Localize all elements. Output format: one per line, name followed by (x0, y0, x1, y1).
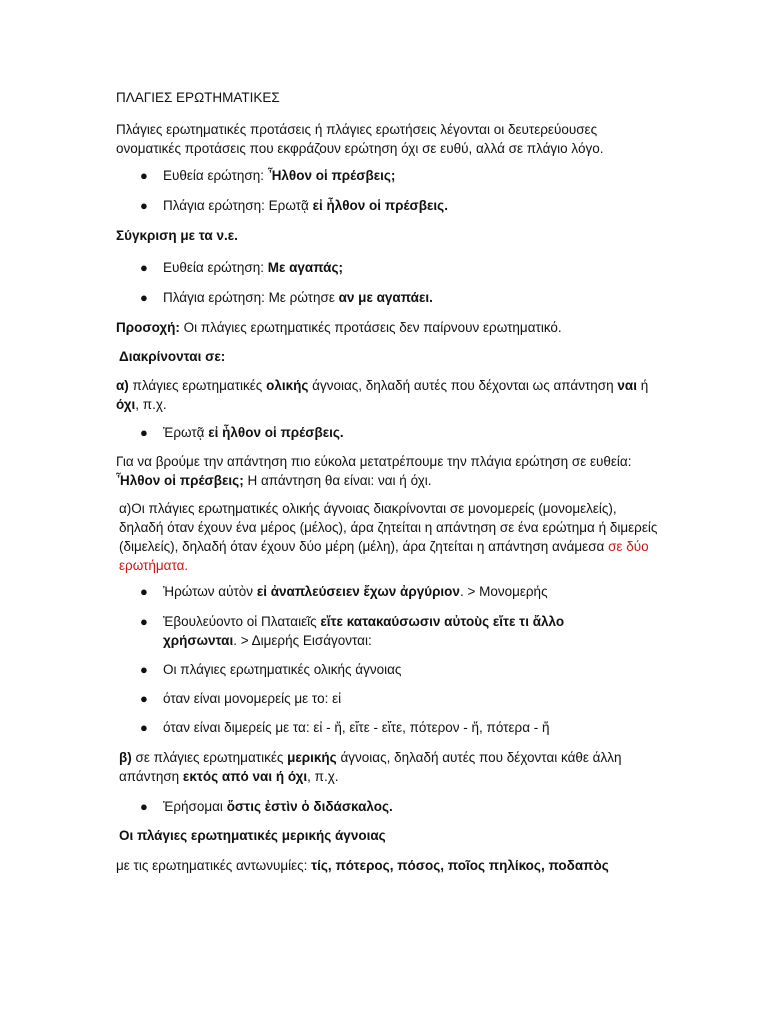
example-direct-1: Ευθεία ερώτηση: Ἦλθον οἱ πρέσβεις; (163, 168, 396, 183)
bullet-icon: ● (140, 168, 148, 183)
bullet-icon: ● (140, 260, 148, 275)
easy-method-paragraph: Για να βρούμε την απάντηση πιο εύκολα μετατρέπουμε την πλάγια ερώτηση σε ευθεία: Ἦλθον οἱ πρέσβεις; Η απάντηση θα είναι: ναι ή όχι. (116, 454, 632, 488)
list-item: όταν είναι διμερείς με τα: εἰ - ἤ, εἴτε - εἴτε, πότερον - ἤ, πότερα - ἤ (163, 720, 550, 735)
bullet-icon: ● (140, 691, 148, 706)
compare-heading: Σύγκριση με τα ν.ε. (116, 228, 238, 243)
example-indirect-2: Πλάγια ερώτηση: Με ρώτησε αν με αγαπάει. (163, 290, 433, 305)
example-direct-2: Ευθεία ερώτηση: Με αγαπάς; (163, 260, 343, 275)
bullet-icon: ● (140, 198, 148, 213)
list-item: όταν είναι μονομερείς με το: εἰ (163, 691, 342, 706)
bullet-icon: ● (140, 662, 148, 677)
bullet-icon: ● (140, 584, 148, 599)
bullet-icon: ● (140, 799, 148, 814)
part-b-paragraph: β) σε πλάγιες ερωτηματικές μερικής άγνοιας, δηλαδή αυτές που δέχονται κάθε άλλη απάντηση εκτός από ναι ή όχι, π.χ. (119, 750, 622, 784)
pronouns-paragraph: με τις ερωτηματικές αντωνυμίες: τίς, πότερος, πόσος, ποῖος πηλίκος, ποδαπὸς (116, 858, 609, 873)
example-monomeric: Ἠρώτων αὐτὸν εἰ ἀναπλεύσειεν ἔχων ἀργύριον. > Μονομερής (163, 584, 548, 599)
partial-ignorance-heading: Οι πλάγιες ερωτηματικές μερικής άγνοιας (119, 828, 386, 843)
bullet-icon: ● (140, 720, 148, 735)
example-indirect-1: Πλάγια ερώτηση: Ερωτᾷ εἰ ἦλθον οἱ πρέσβεις. (163, 198, 448, 213)
part-a-paragraph: α) πλάγιες ερωτηματικές ολικής άγνοιας, δηλαδή αυτές που δέχονται ως απάντηση ναι ή όχι, π.χ. (116, 378, 649, 412)
bullet-icon: ● (140, 290, 148, 305)
part-a-detail-paragraph: α)Οι πλάγιες ερωτηματικές ολικής άγνοιας διακρίνονται σε μονομερείς (μονομελείς), δηλαδή όταν έχουν ένα μέρος (μέλος), άρα ζητείται η απάντηση σε ένα ερώτημα ή διμερείς (διμελείς), δηλαδή όταν έχουν δύο μέρη (μέλη), άρα ζητείται η απάντηση ανάμεσα σε δύο ερωτήματα. (119, 501, 658, 573)
example-3: Ἐρωτᾷ εἰ ἦλθον οἱ πρέσβεις. (163, 425, 344, 440)
bullet-icon: ● (140, 425, 148, 440)
distinguish-heading: Διακρίνονται σε: (119, 349, 226, 364)
example-partial: Ἐρήσομαι ὅστις ἐστὶν ὁ διδάσκαλος. (163, 799, 393, 814)
attention-note: Προσοχή: Οι πλάγιες ερωτηματικές προτάσεις δεν παίρνουν ερωτηματικό. (116, 320, 562, 335)
list-item: Οι πλάγιες ερωτηματικές ολικής άγνοιας (163, 662, 402, 677)
intro-paragraph: Πλάγιες ερωτηματικές προτάσεις ή πλάγιες ερωτήσεις λέγονται οι δευτερεύουσες ονοματικές προτάσεις που εκφράζουν ερώτηση όχι σε ευθύ, αλλά σε πλάγιο λόγο. (116, 122, 604, 156)
page-title: ΠΛΑΓΙΕΣ ΕΡΩΤΗΜΑΤΙΚΕΣ (116, 90, 280, 105)
example-dimeric: Ἐβουλεύοντο οἱ Πλαταιεῖς εἴτε κατακαύσωσιν αὐτοὺς εἴτε τι ἄλλο χρήσωνται. > Διμερής Εισάγονται: (163, 614, 565, 648)
bullet-icon: ● (140, 614, 148, 629)
